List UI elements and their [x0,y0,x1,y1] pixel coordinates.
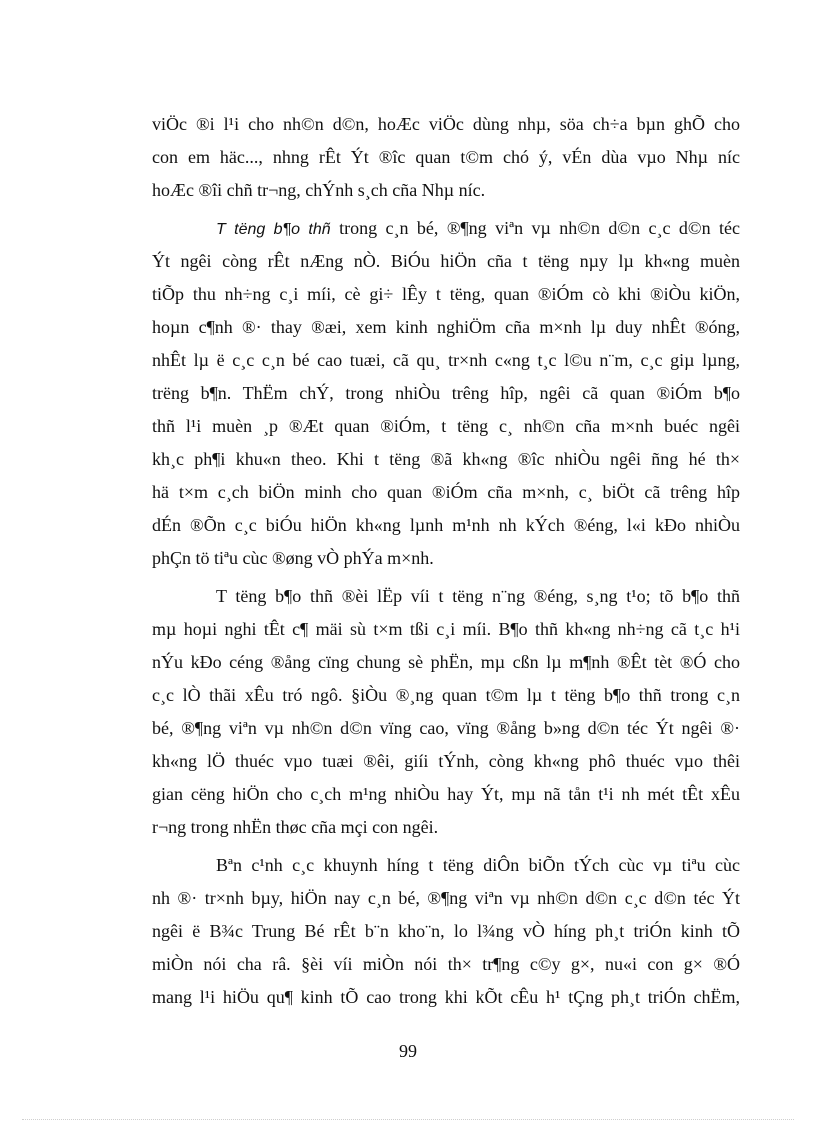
text-line: gian cëng hiÖn cho c¸ch m¹ng nhiÒu hay Ýt, mµ nã tån t¹i nh mét tÊt xÊu [152,784,740,804]
body-text [152,108,740,1014]
text-line: mang l¹i hiÖu qu¶ kinh tÕ cao trong khi kÕt cÊu h¹ tÇng ph¸t triÓn chËm, [152,987,740,1007]
text-line: hoµn c¶nh ®· thay ®æi, xem kinh nghiÖm cña m×nh lµ duy nhÊt ®óng, [152,317,740,337]
text-line: tiÕp thu nh÷ng c¸i míi, cè gi÷ lÊy t tëng, quan ®iÓm cò khi ®iÒu kiÖn, [152,284,740,304]
page-number: 99 [399,1041,417,1061]
text-line: hoÆc ®îi chñ tr¬ng, chÝnh s¸ch cña Nhµ níc. [152,180,486,200]
italic-phrase: T tëng b¶o thñ [216,221,331,238]
text-line: c¸c lÒ thãi xÊu tró ngô. §iÒu ®¸ng quan t©m lµ t tëng b¶o thñ trong c¸n [152,685,740,705]
text-line: Ýt ngêi còng rÊt nÆng nÒ. BiÓu hiÖn cña t tëng nµy lµ kh«ng muèn [152,251,740,271]
text-line: dÉn ®Õn c¸c biÓu hiÖn kh«ng lµnh m¹nh nh kÝch ®éng, l«i kÐo nhiÒu [152,515,740,535]
text-line [152,212,740,245]
text-line: con em häc..., nhng rÊt Ýt ®îc quan t©m chó ý, vÉn dùa vµo Nhµ níc [152,147,740,167]
text-line: hä t×m c¸ch biÖn minh cho quan ®iÓm cña m×nh, c¸ biÖt cã trêng hîp [152,482,740,502]
text-line: thñ l¹i muèn ¸p ®Æt quan ®iÓm, t tëng c¸ nh©n cña m×nh buéc ngêi [152,416,740,436]
text-line: nÝu kÐo céng ®ång cïng chung sè phËn, mµ cßn lµ m¶nh ®Êt tèt ®Ó cho [152,652,740,672]
paragraph-4 [152,849,740,1014]
text-line: nh ®· tr×nh bµy, hiÖn nay c¸n bé, ®¶ng viªn vµ nh©n d©n c¸c d©n téc Ýt [152,888,740,908]
page-bottom-edge [22,1119,794,1120]
text-line: nhÊt lµ ë c¸c c¸n bé cao tuæi, cã qu¸ tr×nh c«ng t¸c l©u n¨m, c¸c giµ lµng, [152,350,740,370]
text-line: r¬ng trong nhËn thøc cña mçi con ngêi. [152,817,439,837]
text-line: miÒn nói cha râ. §èi víi miÒn nói th× tr¶ng c©y g×, nu«i con g× ®Ó [152,954,740,974]
paragraph-3 [152,580,740,844]
text-line: kh«ng lÖ thuéc vµo tuæi ®êi, giíi tÝnh, còng kh«ng phô thuéc vµo thêi [152,751,740,771]
text-line: trëng b¶n. ThËm chÝ, trong nhiÒu trêng hîp, ngêi cã quan ®iÓm b¶o [152,383,740,403]
text-line: mµ hoµi nghi tÊt c¶ mäi sù t×m tßi c¸i míi. B¶o thñ kh«ng nh÷ng cã t¸c h¹i [152,619,740,639]
text-line: ngêi ë B¾c Trung Bé rÊt b¨n kho¨n, lo l¾ng vÒ híng ph¸t triÓn kinh tÕ [152,921,740,941]
paragraph-2 [152,212,740,575]
text-line: bé, ®¶ng viªn vµ nh©n d©n vïng cao, vïng ®ång b»ng d©n téc Ýt ngêi ®· [152,718,740,738]
paragraph-1 [152,108,740,207]
text-line: kh¸c ph¶i khu«n theo. Khi t tëng ®ã kh«ng ®îc nhiÒu ngêi ñng hé th× [152,449,740,469]
text-line: phÇn tö tiªu cùc ®øng vÒ phÝa m×nh. [152,548,434,568]
text-line: viÖc ®i l¹i cho nh©n d©n, hoÆc viÖc dùng nhµ, söa ch÷a bµn ghÕ cho [152,114,740,134]
text-segment: trong c¸n bé, ®¶ng viªn vµ nh©n d©n c¸c d©n téc [330,218,740,238]
text-line: Bªn c¹nh c¸c khuynh híng t tëng diÔn biÕn tÝch cùc vµ tiªu cùc [216,855,740,875]
text-line: T tëng b¶o thñ ®èi lËp víi t tëng n¨ng ®éng, s¸ng t¹o; tõ b¶o thñ [216,586,740,606]
